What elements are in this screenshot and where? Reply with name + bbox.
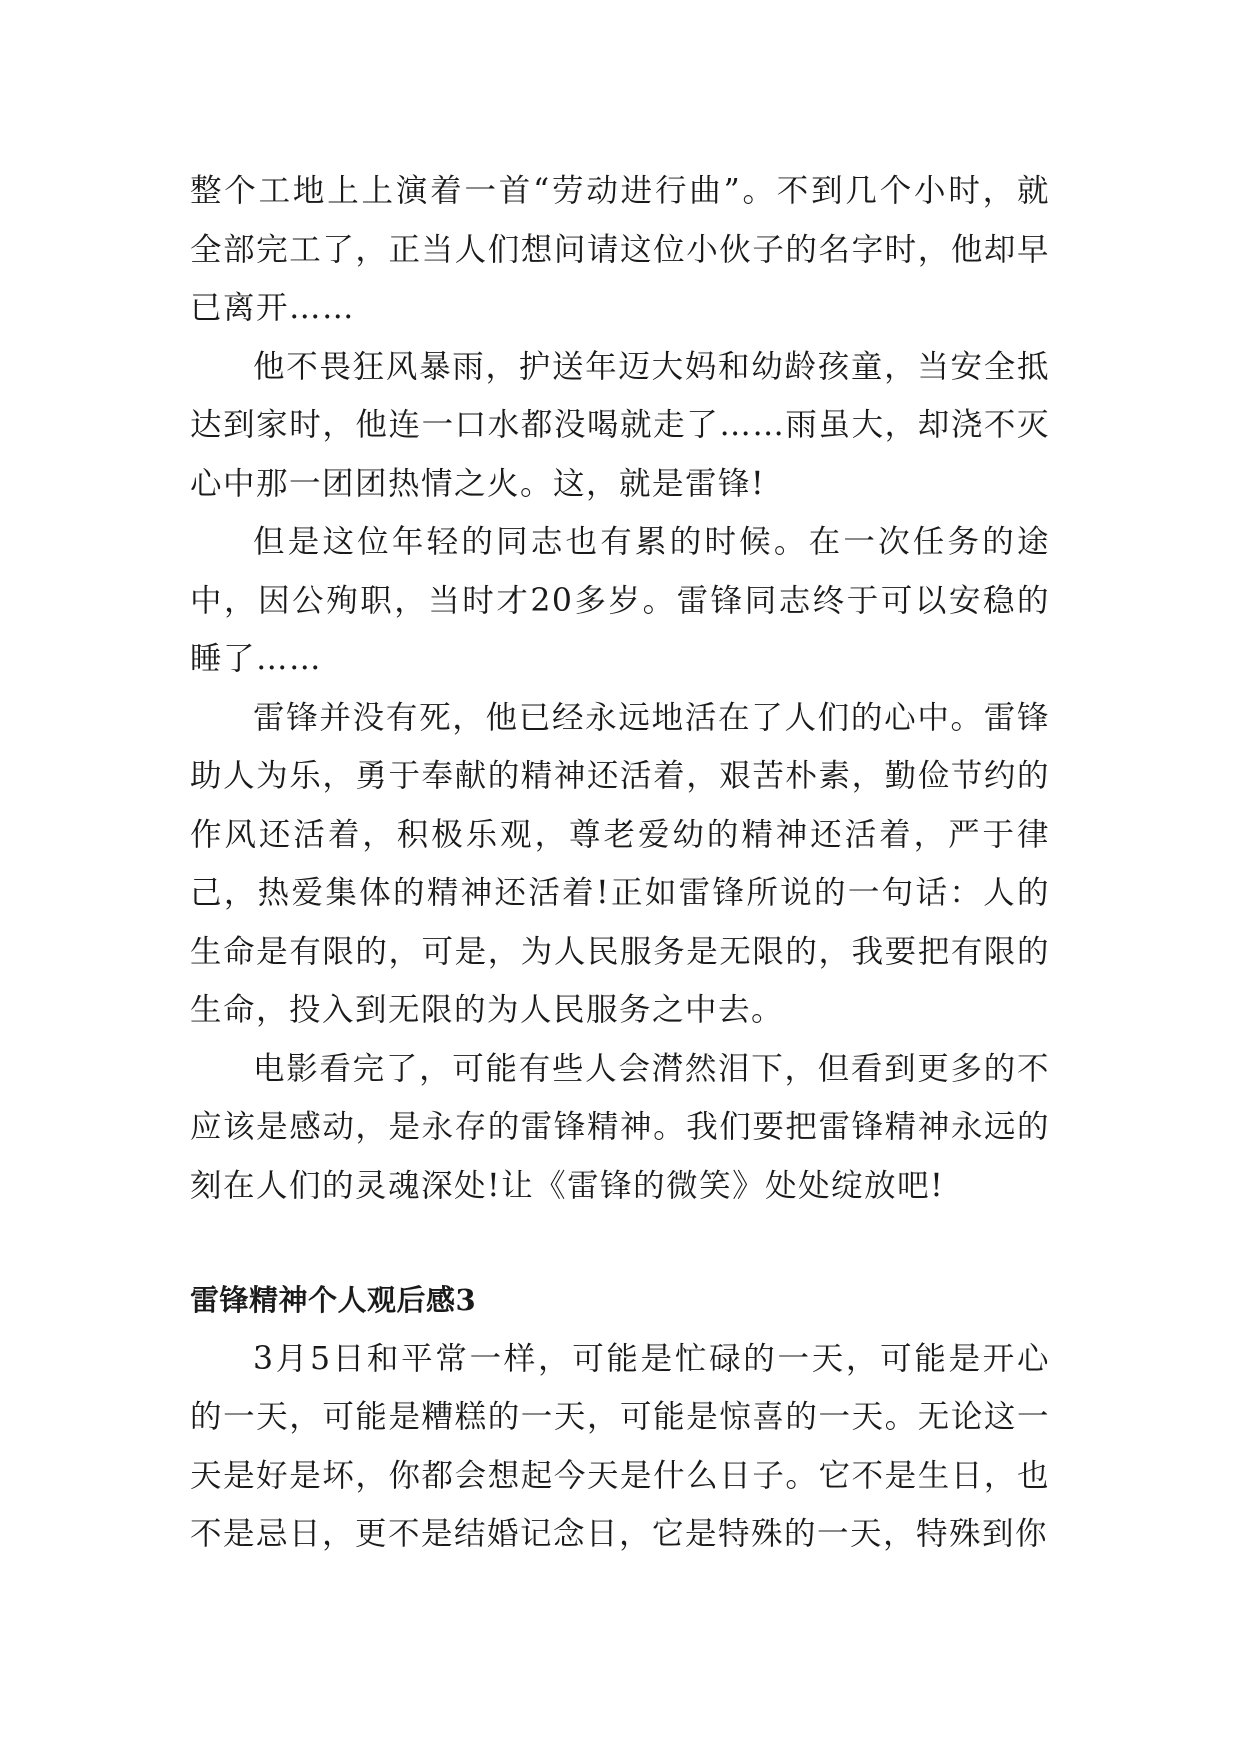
document-body (190, 162, 1050, 1564)
section-heading: 雷锋精神个人观后感3 (190, 1283, 477, 1317)
paragraph: 但是这位年轻的同志也有累的时候。在一次任务的途中，因公殉职，当时才20多岁。雷锋同志终于可以安稳的睡了…… (190, 524, 1050, 677)
paragraph: 电影看完了，可能有些人会潸然泪下，但看到更多的不应该是感动，是永存的雷锋精神。我们要把雷锋精神永远的刻在人们的灵魂深处!让《雷锋的微笑》处处绽放吧! (190, 1050, 1050, 1204)
paragraph: 他不畏狂风暴雨，护送年迈大妈和幼龄孩童，当安全抵达到家时，他连一口水都没喝就走了……雨虽大，却浇不灭心中那一团团热情之火。这，就是雷锋! (190, 348, 1050, 502)
paragraph-continuation: 整个工地上上演着一首“劳动进行曲”。不到几个小时，就全部完工了，正当人们想问请这位小伙子的名字时，他却早已离开…… (190, 173, 1050, 326)
paragraph: 3月5日和平常一样，可能是忙碌的一天，可能是开心的一天，可能是糟糕的一天，可能是惊喜的一天。无论这一天是好是坏，你都会想起今天是什么日子。它不是生日，也不是忌日，更不是结婚记念日，它是特殊的一天，特殊到你 (190, 1340, 1050, 1552)
paragraph: 雷锋并没有死，他已经永远地活在了人们的心中。雷锋助人为乐，勇于奉献的精神还活着，艰苦朴素，勤俭节约的作风还活着，积极乐观，尊老爱幼的精神还活着，严于律己，热爱集体的精神还活着!正如雷锋所说的一句话：人的生命是有限的，可是，为人民服务是无限的，我要把有限的生命，投入到无限的为人民服务之中去。 (190, 699, 1050, 1028)
